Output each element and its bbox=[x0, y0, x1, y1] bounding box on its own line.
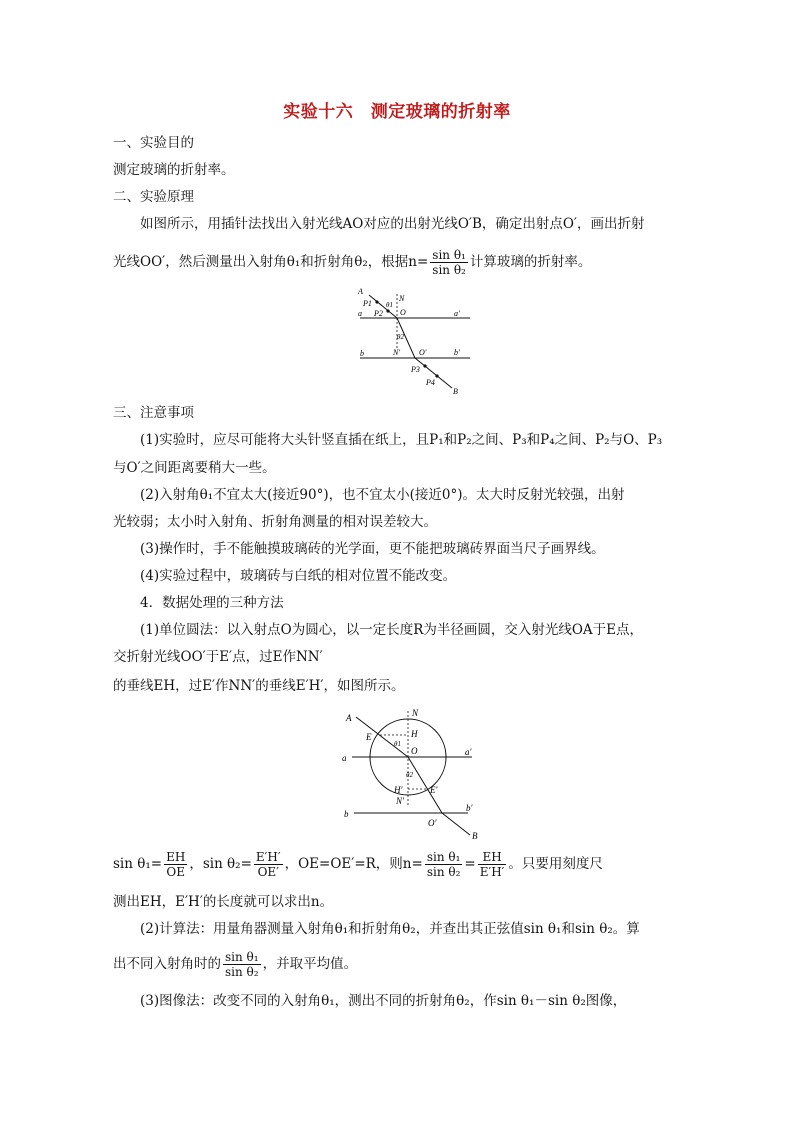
note-2-line-1: (2)入射角θ₁不宜太大(接近90°)，也不宜太小(接近0°)。太大时反射光较强，出射 bbox=[140, 487, 625, 503]
method-2-post: ，并取平均值。 bbox=[262, 956, 358, 972]
pin-p2 bbox=[386, 309, 389, 312]
method-2-num: sin θ₁ bbox=[225, 950, 259, 964]
eq-mid: ，OE=OE′=R，则n= bbox=[284, 856, 423, 872]
label-A: A bbox=[346, 713, 352, 723]
label-E-prime: E′ bbox=[430, 785, 438, 795]
eq-equals: = bbox=[464, 856, 476, 872]
eq-fraction-2 bbox=[254, 850, 283, 879]
eq-fraction-4 bbox=[478, 850, 507, 879]
label-b: b bbox=[344, 809, 349, 819]
method-1-line-4: 测出EH，E′H′的长度就可以求出n。 bbox=[113, 894, 334, 910]
label-theta1: θ1 bbox=[394, 740, 401, 748]
label-B: B bbox=[453, 387, 458, 396]
pin-p3 bbox=[423, 364, 426, 367]
label-O-prime: O′ bbox=[428, 818, 437, 828]
label-theta2: θ2 bbox=[406, 771, 413, 779]
label-theta2: θ2 bbox=[397, 333, 404, 341]
label-O-prime: O′ bbox=[419, 348, 427, 357]
emergent-ray bbox=[442, 813, 470, 835]
label-A: A bbox=[358, 287, 363, 296]
label-P1: P1 bbox=[363, 299, 372, 308]
method-2-pre: 出不同入射角时的 bbox=[113, 956, 221, 972]
principle-line-2 bbox=[113, 248, 683, 277]
note-1-line-1: (1)实验时，应尽可能将大头针竖直插在纸上，且P₁和P₂之间、P₃和P₄之间、P₂与O、P₃ bbox=[140, 432, 663, 448]
method-2-line-2 bbox=[113, 950, 683, 979]
label-N-prime: N′ bbox=[393, 348, 401, 357]
label-b: b bbox=[360, 349, 364, 358]
note-2-line-2: 光较弱；太小时入射角、折射角测量的相对误差较大。 bbox=[113, 514, 437, 530]
label-P4: P4 bbox=[426, 378, 435, 387]
formula-fraction bbox=[430, 248, 468, 277]
label-b-prime: b′ bbox=[454, 348, 460, 357]
method-2-fraction bbox=[223, 950, 261, 979]
eq-f1-den: OE bbox=[166, 865, 186, 879]
label-a: a bbox=[358, 309, 362, 318]
label-a-prime: a′ bbox=[454, 309, 460, 318]
label-N-prime: N′ bbox=[396, 796, 404, 806]
eq-fraction-1 bbox=[164, 850, 187, 879]
label-B: B bbox=[472, 831, 478, 841]
eq-f2-num: E′H′ bbox=[255, 850, 281, 864]
pin-p1 bbox=[375, 300, 378, 303]
eq-f3-num: sin θ₁ bbox=[426, 850, 461, 864]
formula-denominator: sin θ₂ bbox=[432, 263, 466, 277]
label-P3: P3 bbox=[411, 365, 420, 374]
label-H-prime: H′ bbox=[394, 785, 403, 795]
principle-text-b: 计算玻璃的折射率。 bbox=[469, 254, 592, 270]
eq-sin2: ，sin θ₂= bbox=[189, 856, 252, 872]
label-P2: P2 bbox=[374, 309, 383, 318]
formula-numerator: sin θ₁ bbox=[432, 248, 466, 262]
eq-f1-num: EH bbox=[166, 850, 186, 864]
eq-f4-den: E′H′ bbox=[479, 865, 505, 879]
page-title: 实验十六 测定玻璃的折射率 bbox=[283, 102, 511, 122]
eq-sin1: sin θ₁= bbox=[113, 856, 163, 872]
note-1-line-2: 与O′之间距离要稍大一些。 bbox=[113, 460, 276, 476]
method-1-line-2: 交折射光线OO′于E′点，过E作NN′ bbox=[113, 649, 323, 665]
label-a-prime: a′ bbox=[465, 747, 472, 757]
purpose-text: 测定玻璃的折射率。 bbox=[113, 162, 235, 178]
label-O: O bbox=[400, 308, 406, 317]
label-N: N bbox=[399, 294, 405, 303]
section-heading-data: 4．数据处理的三种方法 bbox=[140, 595, 284, 611]
label-O: O bbox=[411, 746, 418, 756]
method-1-line-3: 的垂线EH，过E′作NN′的垂线E′H′，如图所示。 bbox=[113, 678, 405, 694]
refraction-diagram-1 bbox=[352, 282, 478, 398]
eq-f2-den: OE′ bbox=[257, 865, 279, 879]
method-2-den: sin θ₂ bbox=[225, 965, 259, 979]
label-H: H bbox=[411, 729, 418, 739]
section-heading-principle: 二、实验原理 bbox=[113, 189, 194, 205]
note-4: (4)实验过程中，玻璃砖与白纸的相对位置不能改变。 bbox=[140, 568, 457, 584]
section-heading-purpose: 一、实验目的 bbox=[113, 135, 194, 151]
eq-tail: 。只要用刻度尺 bbox=[508, 856, 603, 872]
unit-circle-diagram bbox=[338, 705, 488, 845]
label-theta1: θ1 bbox=[386, 301, 393, 309]
principle-line-1: 如图所示，用插针法找出入射光线AO对应的出射光线O′B，确定出射点O′，画出折射 bbox=[140, 216, 645, 232]
label-E: E bbox=[366, 732, 372, 742]
eq-f4-num: EH bbox=[478, 850, 507, 865]
pin-p4 bbox=[435, 374, 438, 377]
method-2-line-1: (2)计算法：用量角器测量入射角θ₁和折射角θ₂，并查出其正弦值sin θ₁和sin θ₂。算 bbox=[140, 921, 640, 937]
unit-circle-equation bbox=[113, 850, 683, 879]
label-N: N bbox=[412, 708, 419, 718]
eq-f3-den: sin θ₂ bbox=[426, 865, 461, 879]
note-3: (3)操作时，手不能触摸玻璃砖的光学面，更不能把玻璃砖界面当尺子画界线。 bbox=[140, 541, 605, 557]
principle-text-a: 光线OO′，然后测量出入射角θ₁和折射角θ₂，根据n= bbox=[113, 254, 429, 270]
method-1-line-1: (1)单位圆法：以入射点O为圆心，以一定长度R为半径画圆，交入射光线OA于E点， bbox=[140, 622, 644, 638]
section-heading-notes: 三、注意事项 bbox=[113, 405, 194, 421]
eq-fraction-3 bbox=[425, 850, 463, 879]
label-a: a bbox=[342, 753, 347, 763]
method-3-line-1: (3)图像法：改变不同的入射角θ₁，测出不同的折射角θ₂，作sin θ₁－sin θ₂图像， bbox=[140, 993, 627, 1009]
incident-ray bbox=[356, 717, 408, 757]
label-b-prime: b′ bbox=[466, 803, 473, 813]
